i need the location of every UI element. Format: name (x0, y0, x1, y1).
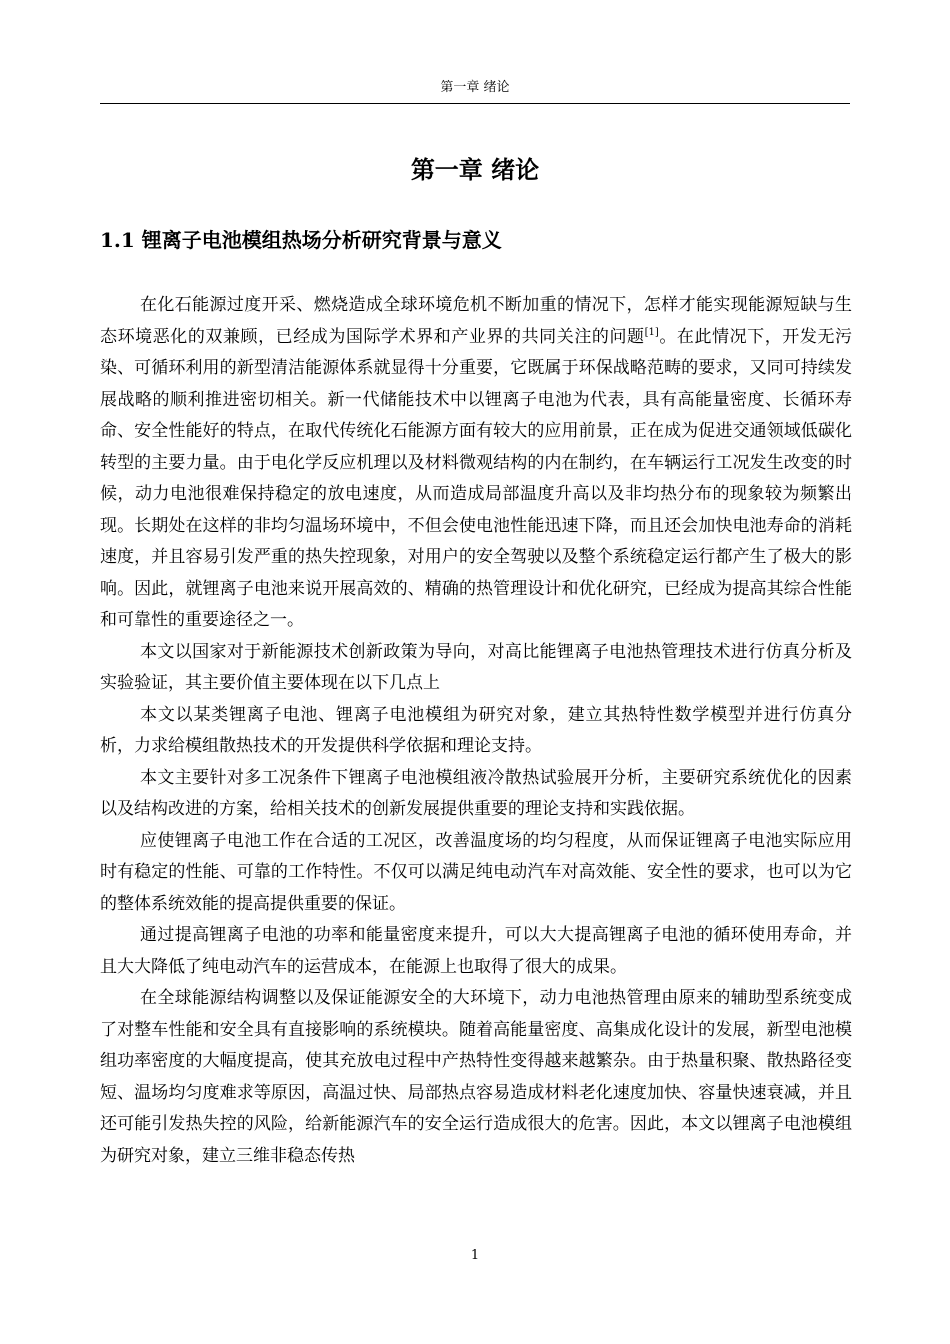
header-rule (100, 103, 850, 104)
paragraph-1 (100, 290, 852, 637)
paragraph-6: 通过提高锂离子电池的功率和能量密度来提升，可以大大提高锂离子电池的循环使用寿命，并且大大降低了纯电动汽车的运营成本，在能源上也取得了很大的成果。 (100, 925, 852, 977)
paragraph-text: 。在此情况下，开发无污染、可循环利用的新型清洁能源体系就显得十分重要，它既属于环保战略范畴的要求，又同可持续发展战略的顺利推进密切相关。新一代储能技术中以锂离子电池为代表，具有高能量密度、长循环寿命、安全性能好的特点，在取代传统化石能源方面有较大的应用前景，正在成为促进交通领域低碳化转型的主要力量。由于电化学反应机理以及材料微观结构的内在制约，在车辆运行工况发生改变的时候，动力电池很难保持稳定的放电速度，从而造成局部温度升高以及非均热分布的现象较为频繁出现。长期处在这样的非均匀温场环境中，不但会使电池性能迅速下降，而且还会加快电池寿命的消耗速度，并且容易引发严重的热失控现象，对用户的安全驾驶以及整个系统稳定运行都产生了极大的影响。因此，就锂离子电池来说开展高效的、精确的热管理设计和优化研究，已经成为提高其综合性能和可靠性的重要途径之一。 (100, 326, 853, 630)
paragraph-text: 在化石能源过度开采、燃烧造成全球环境危机不断加重的情况下，怎样才能实现能源短缺与生态环境恶化的双兼顾，已经成为国际学术界和产业界的共同关注的问题 (100, 295, 852, 347)
paragraph-3: 本文以某类锂离子电池、锂离子电池模组为研究对象，建立其热特性数学模型并进行仿真分析，力求给模组散热技术的开发提供科学依据和理论支持。 (100, 704, 852, 756)
paragraph-5: 应使锂离子电池工作在合适的工况区，改善温度场的均匀程度，从而保证锂离子电池实际应用时有稳定的性能、可靠的工作特性。不仅可以满足纯电动汽车对高效能、安全性的要求，也可以为它的整体系统效能的提高提供重要的保证。 (100, 830, 852, 914)
section-heading: 1.1 锂离子电池模组热场分析研究背景与意义 (100, 228, 502, 252)
chapter-title: 第一章 绪论 (410, 155, 540, 184)
body-text (100, 290, 852, 1172)
citation-marker: [1] (644, 326, 659, 338)
paragraph-7: 在全球能源结构调整以及保证能源安全的大环境下，动力电池热管理由原来的辅助型系统变成了对整车性能和安全具有直接影响的系统模块。随着高能量密度、高集成化设计的发展，新型电池模组功率密度的大幅度提高，使其充放电过程中产热特性变得越来越繁杂。由于热量积聚、散热路径变短、温场均匀度难求等原因，高温过快、局部热点容易造成材料老化速度加快、容量快速衰减，并且还可能引发热失控的风险，给新能源汽车的安全运行造成很大的危害。因此，本文以锂离子电池模组为研究对象，建立三维非稳态传热 (100, 988, 852, 1166)
page-number: 1 (470, 1248, 480, 1263)
paragraph-4: 本文主要针对多工况条件下锂离子电池模组液冷散热试验展开分析，主要研究系统优化的因素以及结构改进的方案，给相关技术的创新发展提供重要的理论支持和实践依据。 (100, 767, 852, 819)
paragraph-2: 本文以国家对于新能源技术创新政策为导向，对高比能锂离子电池热管理技术进行仿真分析及实验验证，其主要价值主要体现在以下几点上 (100, 641, 852, 693)
running-header: 第一章 绪论 (440, 80, 510, 95)
